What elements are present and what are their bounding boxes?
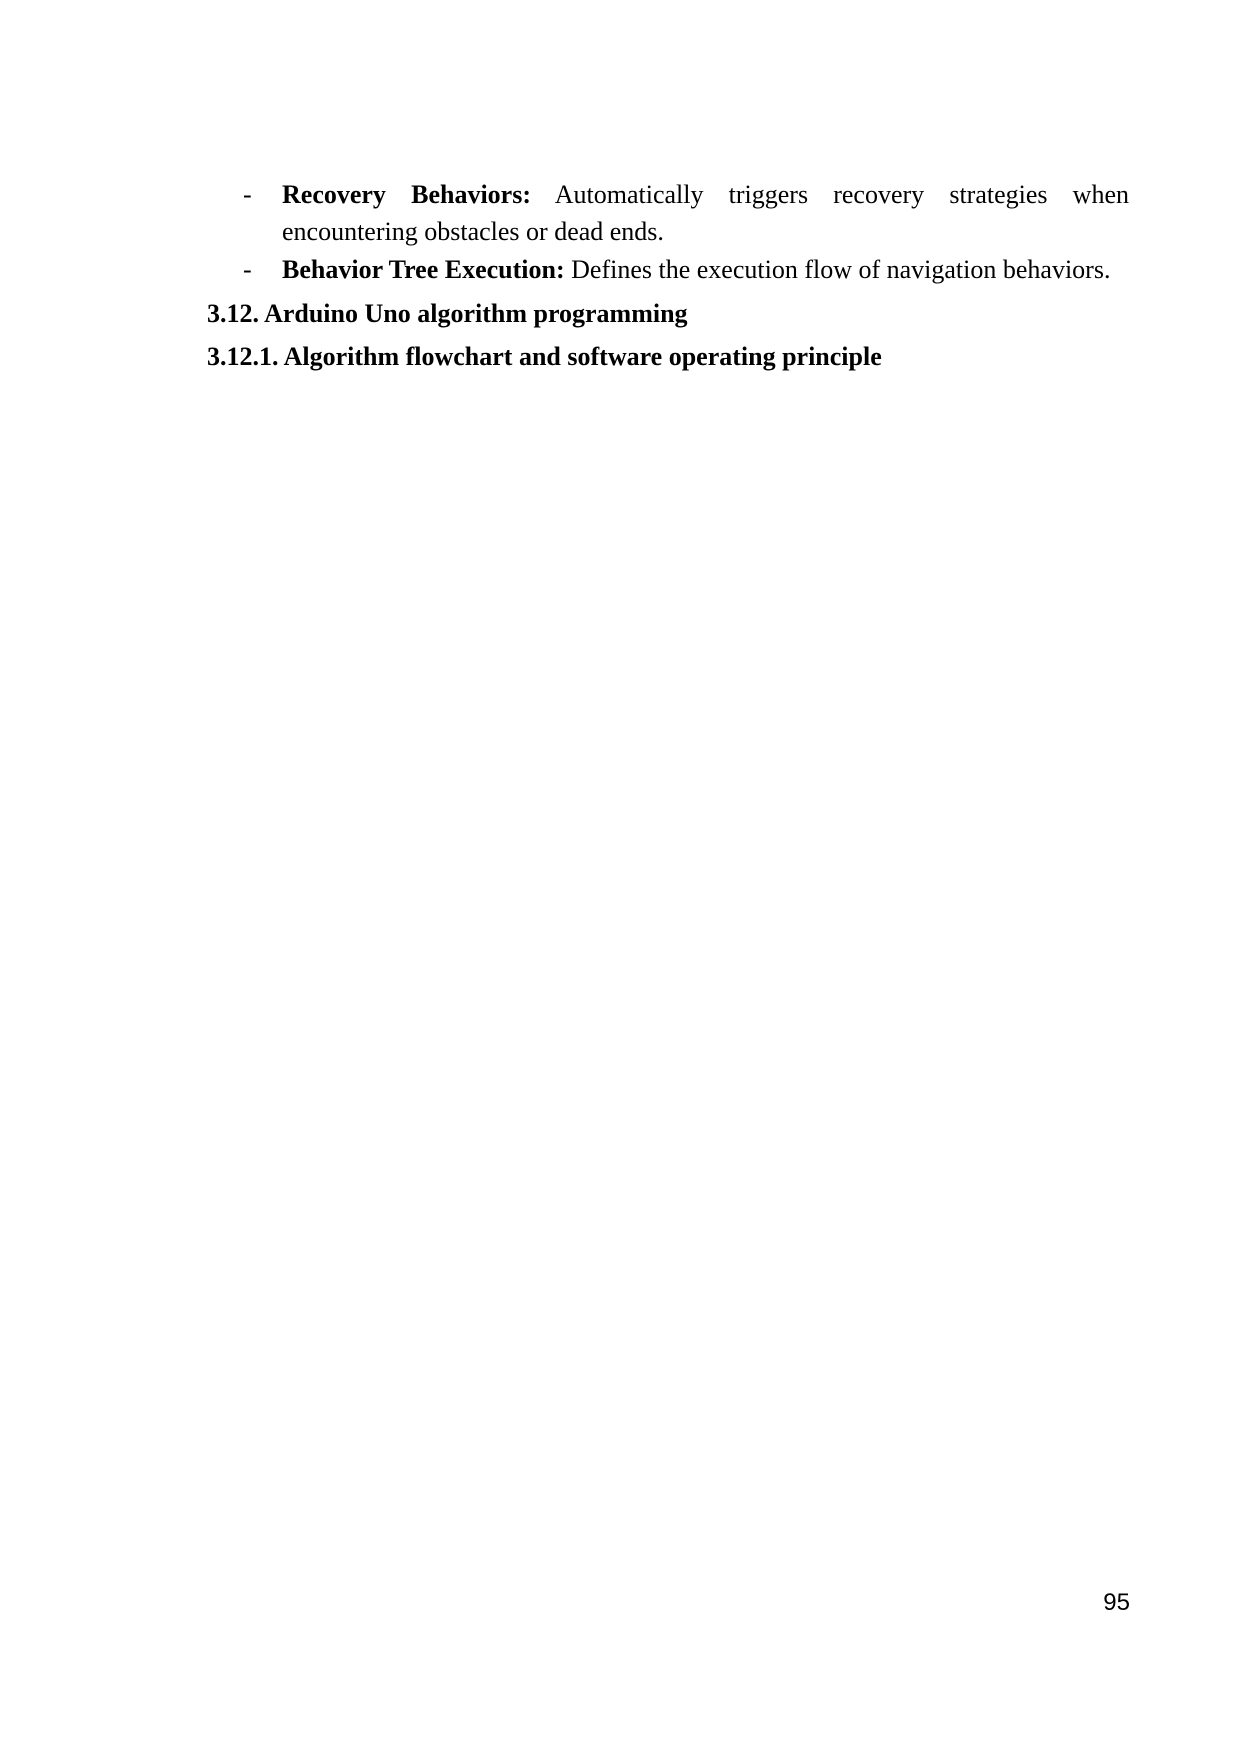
bullet-term: Behavior Tree Execution: [282, 255, 565, 284]
bullet-list [207, 176, 1129, 288]
subsection-heading: 3.12.1. Algorithm flowchart and software operating principle [207, 342, 882, 371]
list-item-recovery-behaviors [207, 176, 1129, 250]
bullet-dash: - [243, 255, 252, 284]
page-content [207, 176, 1129, 375]
bullet-text: Defines the execution flow of navigation behaviors. [564, 255, 1111, 284]
bullet-term: Recovery Behaviors: [282, 180, 531, 209]
page-number: 95 [1103, 1589, 1130, 1616]
section-heading: 3.12. Arduino Uno algorithm programming [207, 299, 688, 328]
bullet-dash: - [243, 180, 252, 209]
list-item-behavior-tree-execution [207, 251, 1129, 288]
bullet-text: Automatically triggers recovery strategies when encountering obstacles or dead ends. [282, 180, 1129, 246]
